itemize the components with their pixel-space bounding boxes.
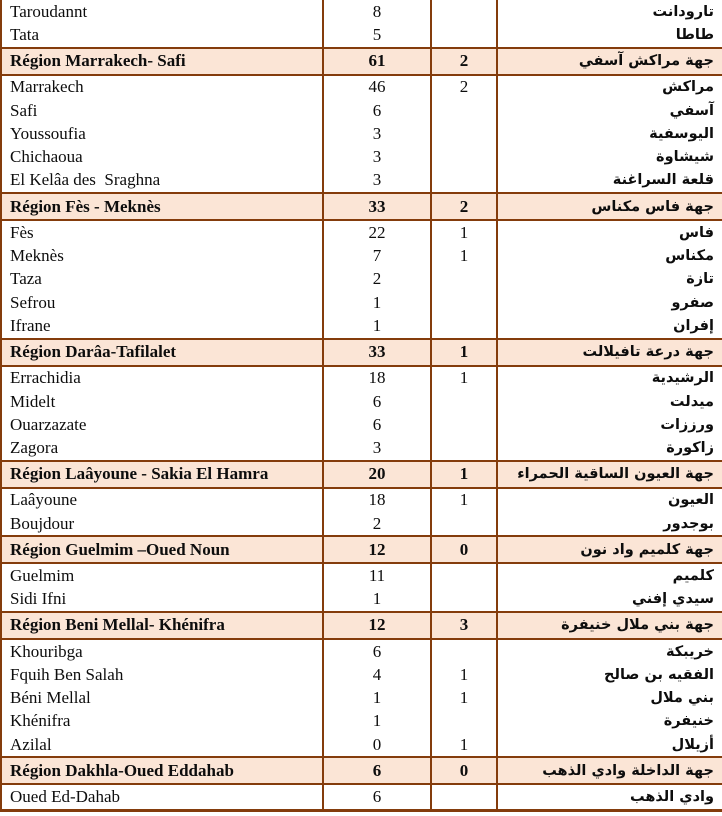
name-ar-cell: جهة بني ملال خنيفرة: [497, 612, 722, 639]
count-primary-cell: 3: [323, 436, 431, 460]
count-secondary-cell: [431, 512, 497, 536]
name-ar-cell: الرشيدية: [497, 366, 722, 390]
count-primary-cell: 2: [323, 512, 431, 536]
count-primary-cell: 33: [323, 193, 431, 220]
count-primary-cell: 1: [323, 710, 431, 733]
count-primary-cell: 1: [323, 588, 431, 612]
city-row: [1, 390, 722, 413]
count-primary-cell: 6: [323, 784, 431, 810]
region-row: [1, 536, 722, 563]
name-ar-cell: اليوسفية: [497, 122, 722, 145]
name-ar-cell: جهة فاس مكناس: [497, 193, 722, 220]
region-row: [1, 757, 722, 784]
name-ar-cell: آسفي: [497, 99, 722, 122]
name-fr-cell: Meknès: [1, 244, 323, 267]
count-primary-cell: 18: [323, 366, 431, 390]
name-fr-cell: Fès: [1, 220, 323, 244]
name-fr-cell: Boujdour: [1, 512, 323, 536]
name-fr-cell: Région Darâa-Tafilalet: [1, 339, 323, 366]
name-fr-cell: Région Marrakech- Safi: [1, 48, 323, 75]
count-secondary-cell: [431, 710, 497, 733]
city-row: [1, 99, 722, 122]
name-fr-cell: Midelt: [1, 390, 323, 413]
name-ar-cell: طاطا: [497, 23, 722, 47]
name-fr-cell: Khénifra: [1, 710, 323, 733]
city-row: [1, 145, 722, 168]
count-secondary-cell: [431, 0, 497, 23]
name-ar-cell: صفرو: [497, 291, 722, 314]
name-fr-cell: Béni Mellal: [1, 687, 323, 710]
city-row: [1, 169, 722, 193]
count-primary-cell: 5: [323, 23, 431, 47]
name-fr-cell: El Kelâa des Sraghna: [1, 169, 323, 193]
count-secondary-cell: [431, 639, 497, 663]
city-row: [1, 220, 722, 244]
name-fr-cell: Fquih Ben Salah: [1, 663, 323, 686]
count-primary-cell: 3: [323, 169, 431, 193]
name-fr-cell: Région Beni Mellal- Khénifra: [1, 612, 323, 639]
count-primary-cell: 20: [323, 461, 431, 488]
city-row: [1, 75, 722, 99]
name-ar-cell: كلميم: [497, 563, 722, 587]
name-ar-cell: زاكورة: [497, 436, 722, 460]
name-fr-cell: Laâyoune: [1, 488, 323, 512]
count-primary-cell: 6: [323, 413, 431, 436]
region-row: [1, 48, 722, 75]
name-fr-cell: Région Fès - Meknès: [1, 193, 323, 220]
city-row: [1, 23, 722, 47]
count-secondary-cell: 0: [431, 757, 497, 784]
count-secondary-cell: 0: [431, 536, 497, 563]
count-secondary-cell: [431, 99, 497, 122]
name-fr-cell: Sefrou: [1, 291, 323, 314]
count-secondary-cell: 2: [431, 193, 497, 220]
name-ar-cell: العيون: [497, 488, 722, 512]
count-secondary-cell: [431, 563, 497, 587]
city-row: [1, 0, 722, 23]
count-secondary-cell: [431, 268, 497, 291]
city-row: [1, 488, 722, 512]
count-secondary-cell: 3: [431, 612, 497, 639]
count-primary-cell: 1: [323, 687, 431, 710]
count-primary-cell: 61: [323, 48, 431, 75]
city-row: [1, 563, 722, 587]
count-primary-cell: 3: [323, 145, 431, 168]
name-ar-cell: ورززات: [497, 413, 722, 436]
count-secondary-cell: 1: [431, 488, 497, 512]
count-primary-cell: 6: [323, 390, 431, 413]
name-ar-cell: أزيلال: [497, 733, 722, 757]
count-secondary-cell: [431, 588, 497, 612]
name-ar-cell: وادي الذهب: [497, 784, 722, 810]
city-row: [1, 436, 722, 460]
city-row: [1, 244, 722, 267]
table-body: [1, 0, 722, 810]
count-secondary-cell: [431, 436, 497, 460]
city-row: [1, 268, 722, 291]
region-row: [1, 339, 722, 366]
count-primary-cell: 4: [323, 663, 431, 686]
count-secondary-cell: [431, 314, 497, 338]
count-primary-cell: 12: [323, 536, 431, 563]
city-row: [1, 512, 722, 536]
region-row: [1, 461, 722, 488]
count-primary-cell: 2: [323, 268, 431, 291]
city-row: [1, 733, 722, 757]
count-secondary-cell: 1: [431, 220, 497, 244]
city-row: [1, 366, 722, 390]
count-primary-cell: 8: [323, 0, 431, 23]
region-row: [1, 612, 722, 639]
city-row: [1, 291, 722, 314]
count-primary-cell: 7: [323, 244, 431, 267]
count-secondary-cell: [431, 145, 497, 168]
name-ar-cell: بني ملال: [497, 687, 722, 710]
count-secondary-cell: [431, 169, 497, 193]
name-fr-cell: Youssoufia: [1, 122, 323, 145]
count-secondary-cell: [431, 122, 497, 145]
name-fr-cell: Taza: [1, 268, 323, 291]
name-ar-cell: سيدي إفني: [497, 588, 722, 612]
name-fr-cell: Azilal: [1, 733, 323, 757]
count-secondary-cell: 1: [431, 687, 497, 710]
name-fr-cell: Chichaoua: [1, 145, 323, 168]
name-fr-cell: Région Guelmim –Oued Noun: [1, 536, 323, 563]
name-ar-cell: بوجدور: [497, 512, 722, 536]
name-ar-cell: مكناس: [497, 244, 722, 267]
region-row: [1, 193, 722, 220]
name-fr-cell: Marrakech: [1, 75, 323, 99]
city-row: [1, 639, 722, 663]
name-fr-cell: Oued Ed-Dahab: [1, 784, 323, 810]
city-row: [1, 784, 722, 810]
name-ar-cell: جهة كلميم واد نون: [497, 536, 722, 563]
name-ar-cell: جهة العيون الساقية الحمراء: [497, 461, 722, 488]
city-row: [1, 314, 722, 338]
count-secondary-cell: 1: [431, 339, 497, 366]
count-secondary-cell: 1: [431, 244, 497, 267]
name-ar-cell: فاس: [497, 220, 722, 244]
city-row: [1, 663, 722, 686]
name-ar-cell: تارودانت: [497, 0, 722, 23]
name-fr-cell: Région Dakhla-Oued Eddahab: [1, 757, 323, 784]
count-primary-cell: 3: [323, 122, 431, 145]
name-ar-cell: تازة: [497, 268, 722, 291]
name-fr-cell: Guelmim: [1, 563, 323, 587]
count-primary-cell: 0: [323, 733, 431, 757]
city-row: [1, 710, 722, 733]
count-secondary-cell: [431, 413, 497, 436]
name-ar-cell: شيشاوة: [497, 145, 722, 168]
count-primary-cell: 6: [323, 757, 431, 784]
name-fr-cell: Errachidia: [1, 366, 323, 390]
name-fr-cell: Tata: [1, 23, 323, 47]
count-primary-cell: 33: [323, 339, 431, 366]
city-row: [1, 687, 722, 710]
count-primary-cell: 1: [323, 291, 431, 314]
name-ar-cell: ميدلت: [497, 390, 722, 413]
count-secondary-cell: 1: [431, 733, 497, 757]
name-ar-cell: إفران: [497, 314, 722, 338]
count-secondary-cell: 1: [431, 663, 497, 686]
name-ar-cell: خريبكة: [497, 639, 722, 663]
count-primary-cell: 12: [323, 612, 431, 639]
count-secondary-cell: 1: [431, 461, 497, 488]
name-ar-cell: قلعة السراغنة: [497, 169, 722, 193]
name-fr-cell: Ouarzazate: [1, 413, 323, 436]
name-fr-cell: Région Laâyoune - Sakia El Hamra: [1, 461, 323, 488]
city-row: [1, 588, 722, 612]
count-secondary-cell: [431, 291, 497, 314]
count-secondary-cell: [431, 784, 497, 810]
name-ar-cell: جهة مراكش آسفي: [497, 48, 722, 75]
name-fr-cell: Khouribga: [1, 639, 323, 663]
name-fr-cell: Zagora: [1, 436, 323, 460]
count-secondary-cell: [431, 23, 497, 47]
count-secondary-cell: 1: [431, 366, 497, 390]
count-secondary-cell: 2: [431, 48, 497, 75]
name-fr-cell: Safi: [1, 99, 323, 122]
count-primary-cell: 6: [323, 99, 431, 122]
count-primary-cell: 22: [323, 220, 431, 244]
name-ar-cell: خنيفرة: [497, 710, 722, 733]
name-ar-cell: جهة درعة تافيلالت: [497, 339, 722, 366]
name-ar-cell: مراكش: [497, 75, 722, 99]
count-secondary-cell: 2: [431, 75, 497, 99]
count-primary-cell: 18: [323, 488, 431, 512]
count-primary-cell: 11: [323, 563, 431, 587]
count-primary-cell: 46: [323, 75, 431, 99]
name-ar-cell: الفقيه بن صالح: [497, 663, 722, 686]
count-secondary-cell: [431, 390, 497, 413]
name-ar-cell: جهة الداخلة وادي الذهب: [497, 757, 722, 784]
city-row: [1, 413, 722, 436]
city-row: [1, 122, 722, 145]
count-primary-cell: 1: [323, 314, 431, 338]
name-fr-cell: Sidi Ifni: [1, 588, 323, 612]
count-primary-cell: 6: [323, 639, 431, 663]
name-fr-cell: Taroudannt: [1, 0, 323, 23]
name-fr-cell: Ifrane: [1, 314, 323, 338]
